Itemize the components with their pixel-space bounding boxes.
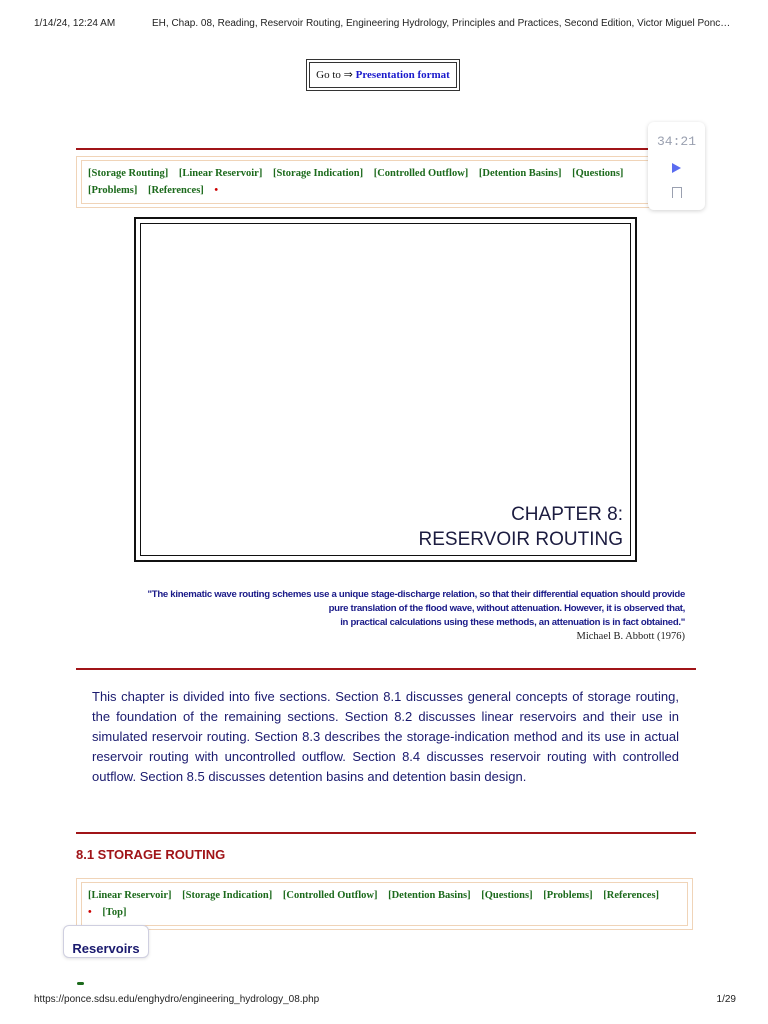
media-time: 34:21 [656, 134, 696, 149]
quote-line-3: in practical calculations using these methods, an attenuation is in fact obtained." [340, 617, 685, 628]
nav-questions[interactable]: [Questions] [572, 168, 624, 179]
quote-line-1: "The kinematic wave routing schemes use a unique stage-discharge relation, so that their differential equation should provide [147, 589, 685, 600]
section-nav-linear-reservoir[interactable]: [Linear Reservoir] [88, 890, 172, 901]
green-bullet-mark [77, 982, 84, 985]
section-nav-controlled-outflow[interactable]: [Controlled Outflow] [282, 890, 378, 901]
chapter-number: CHAPTER 8: [511, 504, 623, 525]
chapter-title-frame [134, 217, 637, 562]
section-nav-problems[interactable]: [Problems] [543, 890, 593, 901]
nav-storage-indication[interactable]: [Storage Indication] [272, 168, 364, 179]
section-nav-storage-indication[interactable]: [Storage Indication] [182, 890, 273, 901]
chapter-intro-paragraph: This chapter is divided into five sections. Section 8.1 discusses general concepts of storage routing, the foundation of the remaining sections. Section 8.2 discusses linear reservoirs and their use in simulated reservoir routing. Section 8.3 describes the storage-indication method and its use in actual reservoir routing with uncontrolled outflow. Section 8.4 discusses reservoir routing with controlled outflow. Section 8.5 discusses detention basins and detention basin design. [92, 689, 679, 784]
epigraph-quote [100, 588, 685, 644]
print-date: 1/14/24, 12:24 AM [34, 18, 116, 29]
play-icon[interactable] [672, 163, 681, 173]
reservoirs-subsection-tab[interactable]: Reservoirs [63, 925, 149, 958]
nav-references[interactable]: [References] [148, 185, 204, 196]
section-nav-bullet: • [88, 907, 92, 918]
quote-line-2: pure translation of the flood wave, without attenuation. However, it is observed that, [328, 603, 685, 614]
media-widget [648, 122, 705, 210]
divider-top [76, 148, 696, 150]
quote-author: Michael B. Abbott (1976) [576, 631, 685, 642]
section-nav-questions[interactable]: [Questions] [481, 890, 533, 901]
print-page-title: EH, Chap. 08, Reading, Reservoir Routing, Engineering Hydrology, Principles and Practices, Second Edition, Victor Miguel Ponc… [152, 18, 731, 29]
goto-prefix: Go to ⇒ [316, 69, 353, 81]
chapter-name: RESERVOIR ROUTING [418, 529, 623, 550]
print-footer-url: https://ponce.sdsu.edu/enghydro/engineering_hydrology_08.php [34, 994, 320, 1005]
nav-detention-basins[interactable]: [Detention Basins] [478, 168, 562, 179]
nav-bullet: • [214, 185, 219, 196]
bookmark-icon[interactable] [672, 187, 682, 198]
section-nav-top[interactable]: [Top] [102, 907, 127, 918]
nav-storage-routing[interactable]: [Storage Routing] [88, 168, 169, 179]
section-nav [76, 878, 693, 930]
section-nav-references[interactable]: [References] [603, 890, 660, 901]
presentation-format-link[interactable]: Presentation format [355, 69, 450, 81]
section-nav-detention-basins[interactable]: [Detention Basins] [388, 890, 471, 901]
nav-problems[interactable]: [Problems] [88, 185, 138, 196]
nav-controlled-outflow[interactable]: [Controlled Outflow] [373, 168, 469, 179]
section-heading: 8.1 STORAGE ROUTING [76, 847, 226, 862]
print-footer-page: 1/29 [716, 994, 736, 1005]
chapter-title [419, 502, 623, 552]
divider-section [76, 832, 696, 834]
nav-linear-reservoir[interactable]: [Linear Reservoir] [178, 168, 263, 179]
goto-box [306, 59, 460, 91]
top-nav [76, 156, 693, 208]
divider-quote [76, 668, 696, 670]
